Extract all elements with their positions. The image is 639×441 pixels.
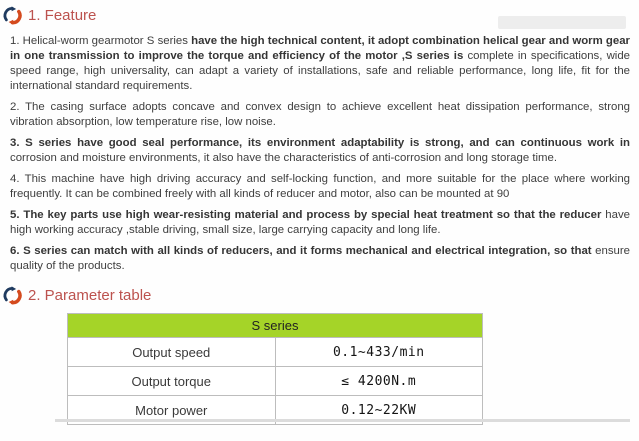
- feature-paragraph: [10, 136, 630, 166]
- paragraph-text: corrosion and moisture environments, it also have the characteristics of anti-corrosion and long storage time.: [10, 152, 558, 164]
- paragraph-text: 1. Helical-worm gearmotor S series: [10, 35, 192, 47]
- parameter-label: Output torque: [68, 367, 276, 396]
- parameter-table-body: [68, 338, 483, 425]
- feature-heading-text: 1. Feature: [28, 6, 97, 24]
- paragraph-text-bold: have the high technical content, it adopt combination helical gear and worm gear in one transmission to improve the torque and efficiency of the motor ,S series is: [10, 35, 630, 62]
- parameter-value: ≤ 4200N.m: [275, 367, 483, 396]
- faint-top-right-shade: [498, 16, 626, 29]
- paragraph-text: ensure quality of the products.: [10, 245, 630, 272]
- parameter-section-heading: [0, 280, 639, 307]
- feature-paragraph: [10, 208, 630, 238]
- parameter-value: 0.12~22KW: [275, 396, 483, 425]
- feature-paragraph: [10, 244, 630, 274]
- paragraph-text-bold: 6. S series can match with all kinds of reducers, and it forms mechanical and electrical integration, so that: [10, 245, 596, 257]
- parameter-label: Output speed: [68, 338, 276, 367]
- parameter-table: [67, 313, 483, 425]
- circular-arrows-icon: [2, 285, 23, 306]
- parameter-row: [68, 367, 483, 396]
- feature-paragraphs: [0, 27, 639, 274]
- feature-paragraph: [10, 100, 630, 130]
- paragraph-text: 4. This machine have high driving accuracy and self-locking function, and more suitable for the place where working frequently. It can be combined freely with all kinds of reducer and motor, also can be mounted at 90: [10, 173, 630, 200]
- paragraph-text: complete in specifications, wide speed range, high universality, can adapt a variety of installations, safe and reliable performance, long life, fit for the international standard requirements.: [10, 50, 631, 92]
- feature-paragraph: [10, 172, 630, 202]
- parameter-row: [68, 338, 483, 367]
- parameter-table-header-row: [68, 314, 483, 338]
- parameter-value: 0.1~433/min: [275, 338, 483, 367]
- paragraph-text-bold: 3. S series have good seal performance, its environment adaptability is strong, and can continuous work in: [10, 137, 630, 149]
- circular-arrows-icon: [2, 5, 23, 26]
- parameter-label: Motor power: [68, 396, 276, 425]
- paragraph-text: have high working accuracy ,stable driving, small size, large carrying capacity and long life.: [10, 209, 630, 236]
- paragraph-text-bold: 5. The key parts use high wear-resisting material and process by special heat treatment so that the reducer: [10, 209, 606, 221]
- parameter-heading-text: 2. Parameter table: [28, 286, 152, 304]
- paragraph-text: 2. The casing surface adopts concave and convex design to achieve excellent heat dissipation performance, strong vibration absorption, low temperature rise, low noise.: [10, 101, 630, 128]
- feature-paragraph: [10, 34, 630, 94]
- series-header-cell: S series: [68, 314, 483, 338]
- bottom-divider-line: [55, 419, 630, 422]
